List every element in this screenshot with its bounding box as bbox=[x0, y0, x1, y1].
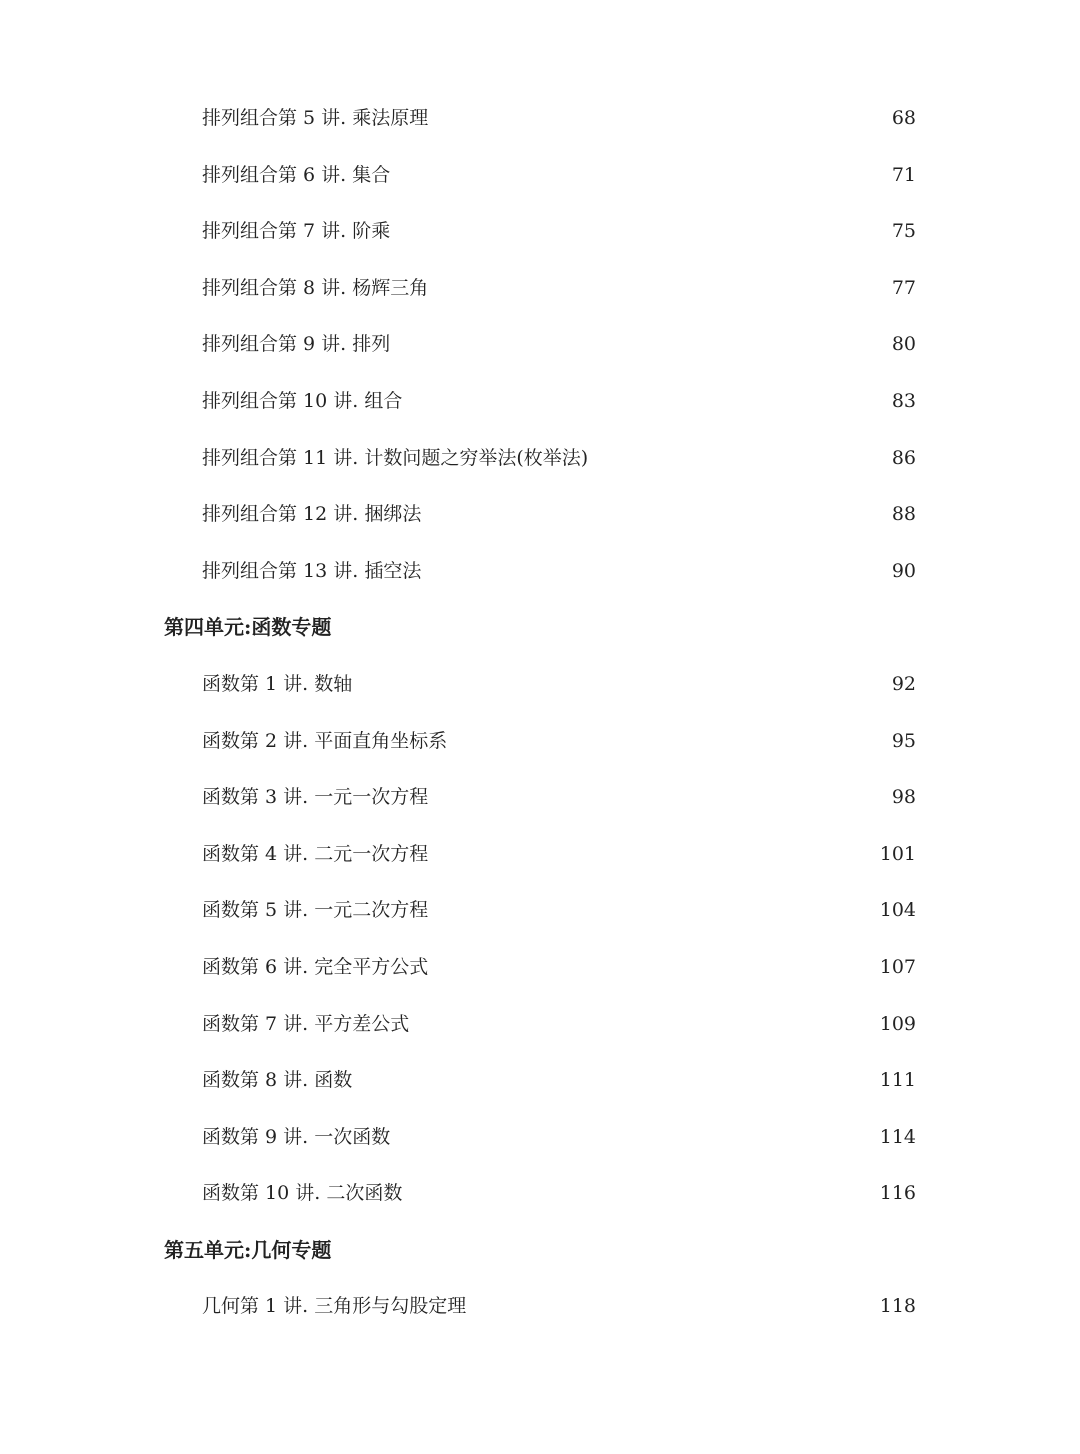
toc-entry-title: 函数第 6 讲. 完全平方公式 bbox=[202, 955, 429, 978]
toc-entry-page: 111 bbox=[879, 1069, 916, 1092]
toc-entry[interactable] bbox=[0, 486, 1080, 543]
toc-entry[interactable] bbox=[0, 996, 1080, 1053]
toc-entry-title: 排列组合第 9 讲. 排列 bbox=[202, 333, 391, 356]
toc-entry-page: 80 bbox=[891, 333, 916, 356]
toc-entry-page: 83 bbox=[891, 389, 916, 412]
toc-entry-page: 90 bbox=[891, 559, 916, 582]
toc-entry[interactable] bbox=[0, 1109, 1080, 1166]
toc-entry-page: 95 bbox=[891, 729, 916, 752]
toc-entry-title: 排列组合第 5 讲. 乘法原理 bbox=[202, 107, 429, 129]
toc-entry[interactable] bbox=[0, 316, 1080, 373]
toc-entry[interactable] bbox=[0, 543, 1080, 600]
toc-entry-page: 101 bbox=[879, 842, 916, 865]
toc-entry-page: 107 bbox=[879, 955, 916, 978]
toc-entry[interactable] bbox=[0, 203, 1080, 260]
toc-entry-page: 77 bbox=[891, 276, 916, 299]
toc-entry[interactable] bbox=[0, 90, 1080, 147]
toc-entry-title: 排列组合第 10 讲. 组合 bbox=[202, 389, 403, 412]
toc-entry[interactable] bbox=[0, 260, 1080, 317]
toc-entry-title: 函数第 4 讲. 二元一次方程 bbox=[202, 842, 429, 865]
toc-entry-page: 109 bbox=[879, 1012, 916, 1035]
toc-entry-page: 71 bbox=[891, 163, 916, 186]
toc-entry[interactable] bbox=[0, 1052, 1080, 1109]
toc-entry[interactable] bbox=[0, 373, 1080, 430]
toc-section-heading[interactable] bbox=[0, 1222, 1080, 1279]
toc-entry-page: 116 bbox=[879, 1182, 916, 1205]
toc-entry-page: 86 bbox=[891, 446, 916, 469]
toc-entry-page: 98 bbox=[891, 786, 916, 809]
toc-entry[interactable] bbox=[0, 1165, 1080, 1222]
toc-entry-title: 排列组合第 13 讲. 插空法 bbox=[202, 559, 422, 582]
toc-entry-title: 函数第 2 讲. 平面直角坐标系 bbox=[202, 729, 448, 752]
toc-entry-title: 排列组合第 12 讲. 捆绑法 bbox=[202, 503, 422, 526]
toc-entry-page: 68 bbox=[891, 107, 916, 129]
toc-entry[interactable] bbox=[0, 769, 1080, 826]
toc-entry-title: 函数第 3 讲. 一元一次方程 bbox=[202, 786, 429, 809]
toc-entry-title: 函数第 1 讲. 数轴 bbox=[202, 672, 353, 695]
table-of-contents bbox=[0, 90, 1080, 1335]
toc-entry[interactable] bbox=[0, 147, 1080, 204]
toc-entry-title: 排列组合第 6 讲. 集合 bbox=[202, 163, 391, 186]
toc-entry-title: 函数第 8 讲. 函数 bbox=[202, 1069, 353, 1092]
toc-entry-page: 118 bbox=[879, 1295, 916, 1318]
toc-entry[interactable] bbox=[0, 882, 1080, 939]
toc-section-heading[interactable] bbox=[0, 599, 1080, 656]
toc-entry-title: 排列组合第 7 讲. 阶乘 bbox=[202, 220, 391, 243]
toc-entry[interactable] bbox=[0, 713, 1080, 770]
toc-entry-page: 88 bbox=[891, 503, 916, 526]
toc-entry[interactable] bbox=[0, 430, 1080, 487]
toc-entry-title: 函数第 5 讲. 一元二次方程 bbox=[202, 899, 429, 922]
toc-entry-title: 函数第 9 讲. 一次函数 bbox=[202, 1125, 391, 1148]
toc-entry-page: 104 bbox=[879, 899, 916, 922]
toc-entry-title: 排列组合第 8 讲. 杨辉三角 bbox=[202, 276, 429, 299]
toc-entry-title: 排列组合第 11 讲. 计数问题之穷举法(枚举法) bbox=[202, 446, 589, 469]
toc-entry-title: 函数第 10 讲. 二次函数 bbox=[202, 1182, 403, 1205]
toc-entry-page: 92 bbox=[891, 672, 916, 695]
toc-entry[interactable] bbox=[0, 939, 1080, 996]
toc-entry-page: 114 bbox=[879, 1125, 916, 1148]
toc-entry-page: 75 bbox=[891, 220, 916, 243]
section-title: 第四单元:函数专题 bbox=[164, 615, 332, 640]
toc-entry[interactable] bbox=[0, 826, 1080, 883]
section-title: 第五单元:几何专题 bbox=[164, 1237, 332, 1262]
toc-entry-title: 函数第 7 讲. 平方差公式 bbox=[202, 1012, 410, 1035]
toc-entry[interactable] bbox=[0, 1278, 1080, 1335]
toc-entry[interactable] bbox=[0, 656, 1080, 713]
toc-entry-title: 几何第 1 讲. 三角形与勾股定理 bbox=[202, 1295, 467, 1318]
